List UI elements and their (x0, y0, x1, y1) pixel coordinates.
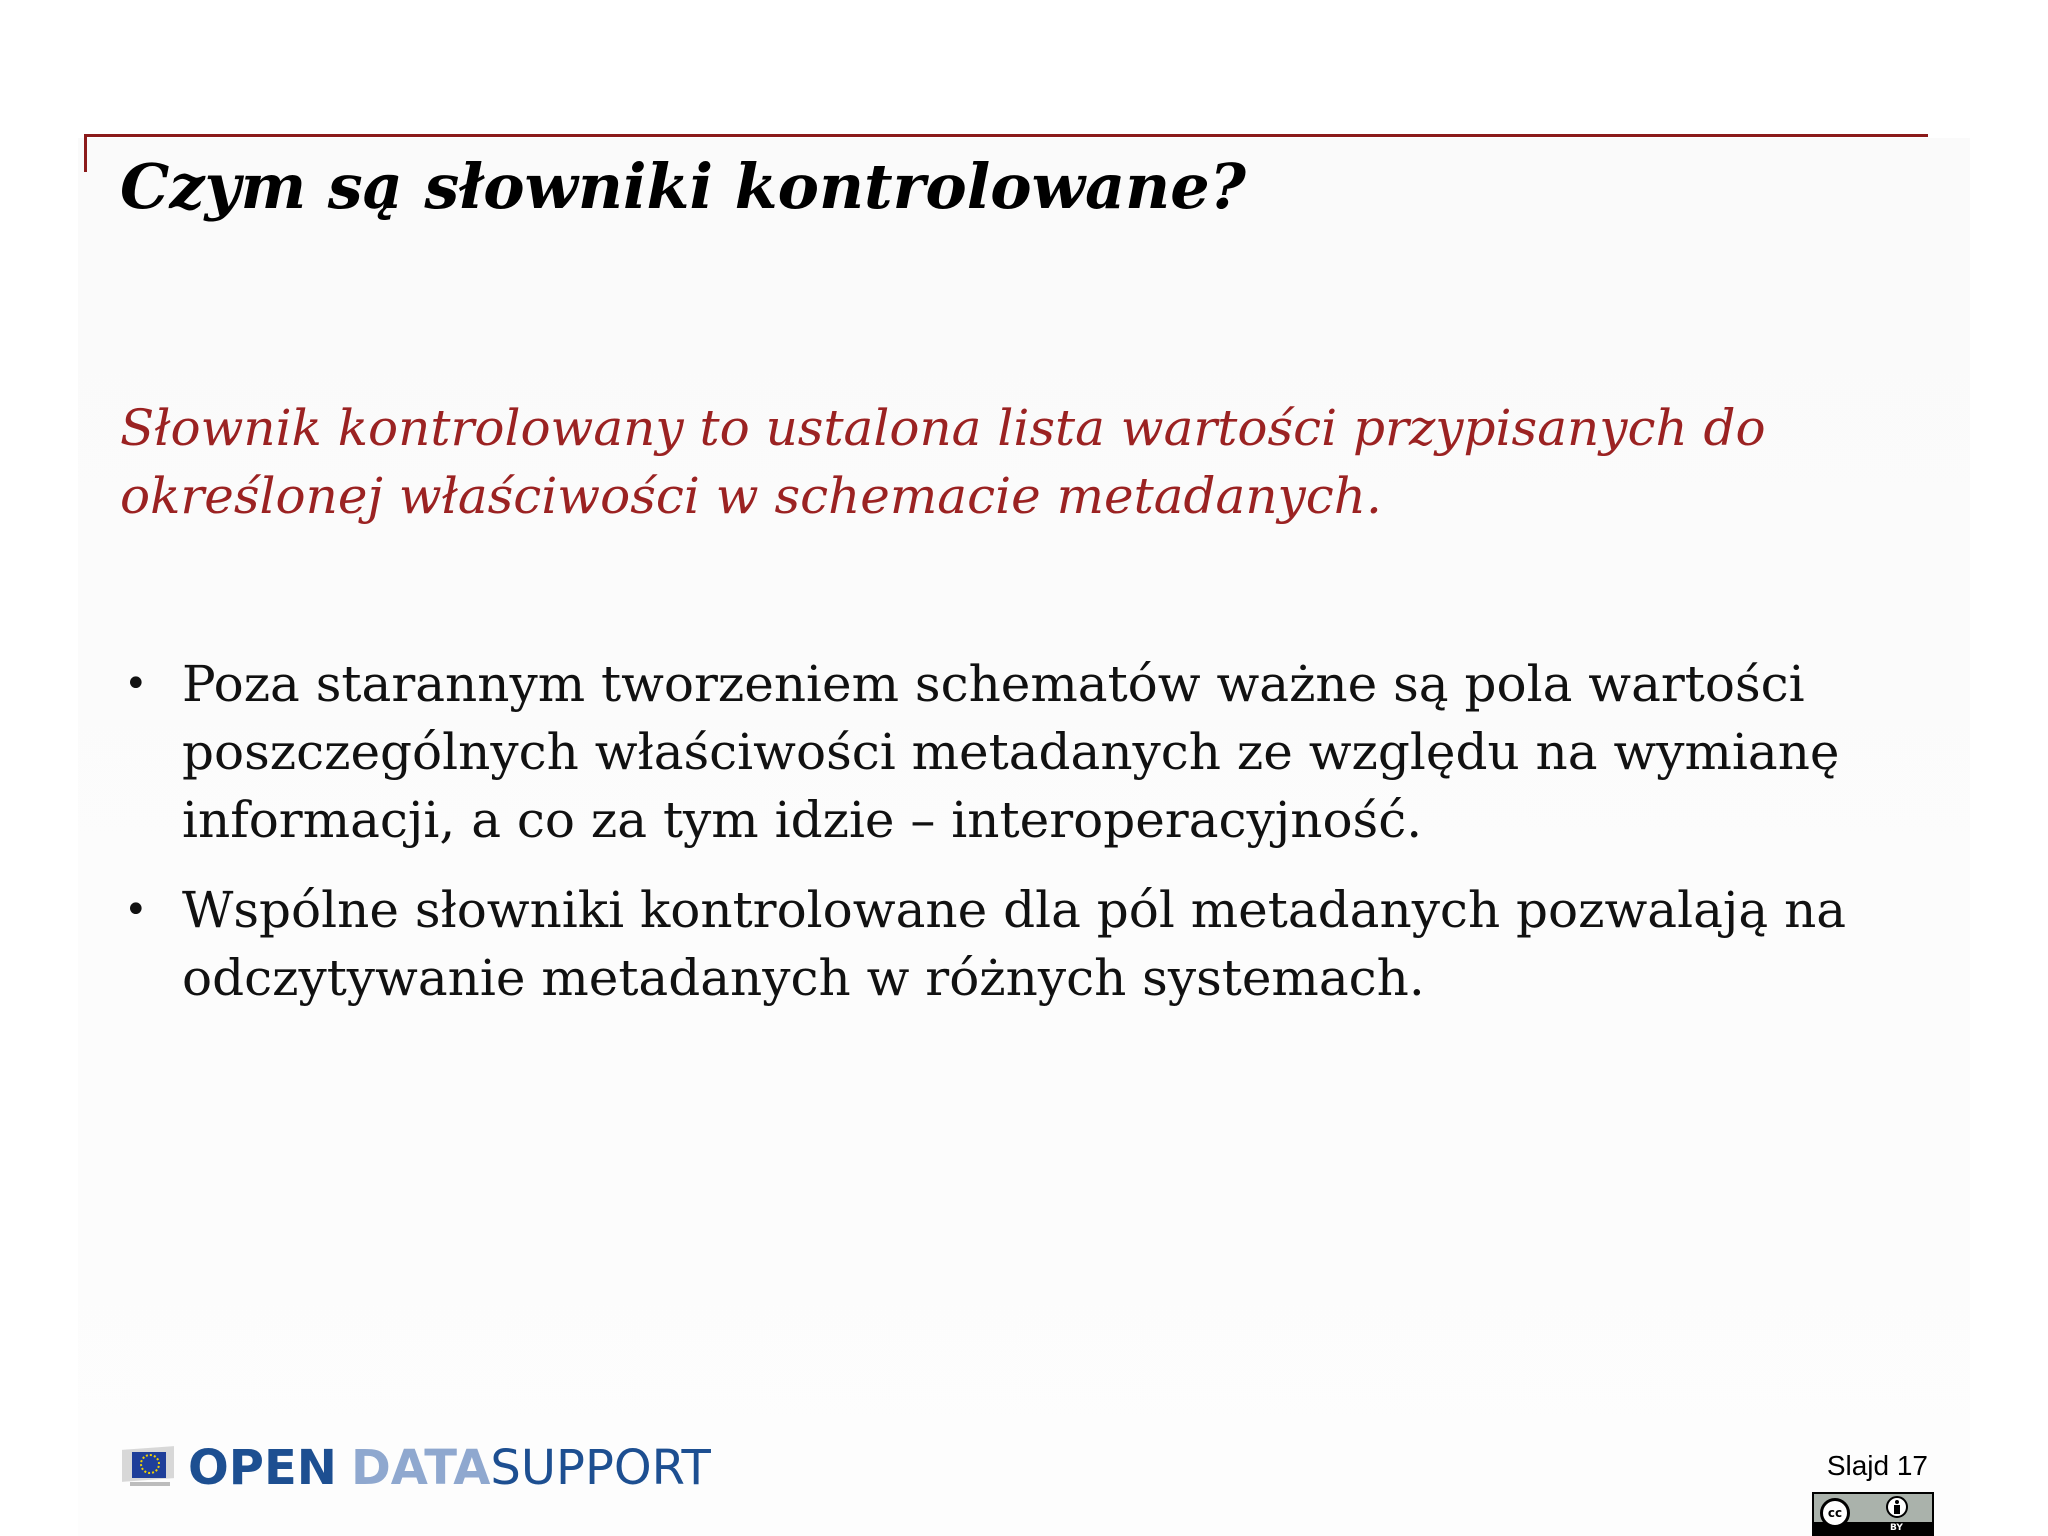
title-divider (84, 134, 1928, 137)
bullet-item (118, 650, 1918, 854)
bullet-item (118, 876, 1918, 1012)
cc-by-license-icon (1812, 1492, 1934, 1536)
title-divider-tick (84, 134, 87, 172)
slide-title: Czym są słowniki kontrolowane? (120, 150, 1246, 223)
bullet-text: Wspólne słowniki kontrolowane dla pól metadanych pozwalają na odczytywanie metadanych w różnych systemach. (182, 881, 1847, 1007)
logo-open-text: OPEN (188, 1440, 337, 1496)
open-data-support-logo (120, 1436, 711, 1500)
bullet-text: Poza starannym tworzeniem schematów ważne są pola wartości poszczególnych właściwości metadanych ze względu na wymianę informacji, a co za tym idzie – interoperacyjność. (182, 655, 1840, 849)
license-by-text: BY (1890, 1523, 1903, 1533)
logo-support-text: SUPPORT (490, 1440, 711, 1496)
eu-flag-icon (120, 1446, 178, 1490)
cc-icon: cc (1820, 1498, 1850, 1528)
bullet-dot-icon: • (124, 887, 148, 933)
slide-number: Slajd 17 (1826, 1450, 1928, 1481)
logo-data-text: DATA (350, 1440, 491, 1496)
attribution-icon (1886, 1496, 1908, 1518)
definition-text: Słownik kontrolowany to ustalona lista wartości przypisanych do określonej właściwości w schemacie metadanych. (120, 399, 1766, 525)
bullet-dot-icon: • (124, 661, 148, 707)
bullet-list (118, 650, 1918, 1034)
